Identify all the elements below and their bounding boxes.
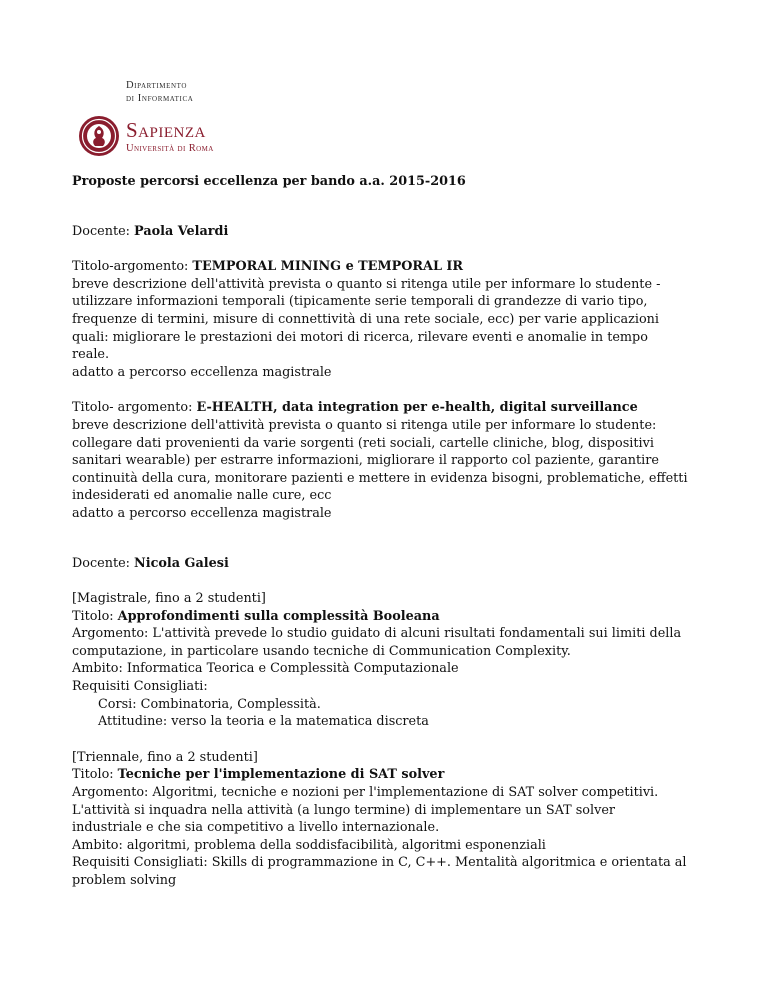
sapienza-logo [78,79,338,169]
proposal-temporal-mining: Titolo-argomento: TEMPORAL MINING e TEMPORAL IR breve descrizione dell'attività prevista o quanto si ritenga utile per informare lo studente - utilizzare informazioni temporali (tipicamente serie temporali di grandezze di vario tipo, frequenze di termini, misure di connettività di una rete sociale, ecc) per varie applicazioni quali: migliorare le prestazioni dei motori di ricerca, rilevare eventi e anomalie in tempo reale. adatto a percorso eccellenza magistrale [72,259,661,380]
university-subtitle: Università di Roma [126,143,214,154]
document-title: Proposte percorsi eccellenza per bando a.a. 2015-2016 [72,174,466,189]
proposal-title: Approfondimenti sulla complessità Booleana [117,608,440,624]
docente-velardi: Docente: Paola Velardi [72,223,229,239]
department-name: Dipartimento di Informatica [126,80,194,104]
proposal-title: Tecniche per l'implementazione di SAT solver [117,767,445,783]
proposal-e-health: Titolo- argomento: E-HEALTH, data integration per e-health, digital surveillance breve descrizione dell'attività prevista o quanto si ritenga utile per informare lo studente: collegare dati provenienti da varie sorgenti (reti sociali, cartelle cliniche, blog, dispositivi sanitari wearable) per estrarre informazioni, migliorare il rapporto col paziente, garantire continuità della cura, monitorare pazienti e mettere in evidenza bisogni, problematiche, effetti indesiderati ed anomalie nalle cure, ecc adatto a percorso eccellenza magistrale [72,400,688,521]
proposal-complessita-booleana: [Magistrale, fino a 2 studenti] Titolo: Approfondimenti sulla complessità Booleana Argomento: L'attività prevede lo studio guidato di alcuni risultati fondamentali sui limiti della computazione, in particolare usando tecniche di Communication Complexity. Ambito: Informatica Teorica e Complessità Computazionale Requisiti Consigliati: Corsi: Combinatoria, Complessità. Attitudine: verso la teoria e la matematica discreta [72,591,682,730]
proposal-title: E-HEALTH, data integration per e-health, digital surveillance [196,400,638,416]
document-body [72,173,712,890]
university-name: Sapienza [126,118,206,142]
proposal-sat-solver: [Triennale, fino a 2 studenti] Titolo: Tecniche per l'implementazione di SAT solver Argomento: Algoritmi, tecniche e nozioni per l'implementazione di SAT solver competitivi. L'attività si inquadra nella attività (a lungo termine) di implementare un SAT solver industriale e che sia competitivo a livello internazionale. Ambito: algoritmi, problema della soddisfacibilità, algoritmi esponenziali Requisiti Consigliati: Skills di programmazione in C, C++. Mentalità algoritmica e orientata al problem solving [72,749,687,888]
university-seal-icon [78,115,120,157]
docente-galesi: Docente: Nicola Galesi [72,555,229,571]
proposal-title: TEMPORAL MINING e TEMPORAL IR [192,259,464,275]
